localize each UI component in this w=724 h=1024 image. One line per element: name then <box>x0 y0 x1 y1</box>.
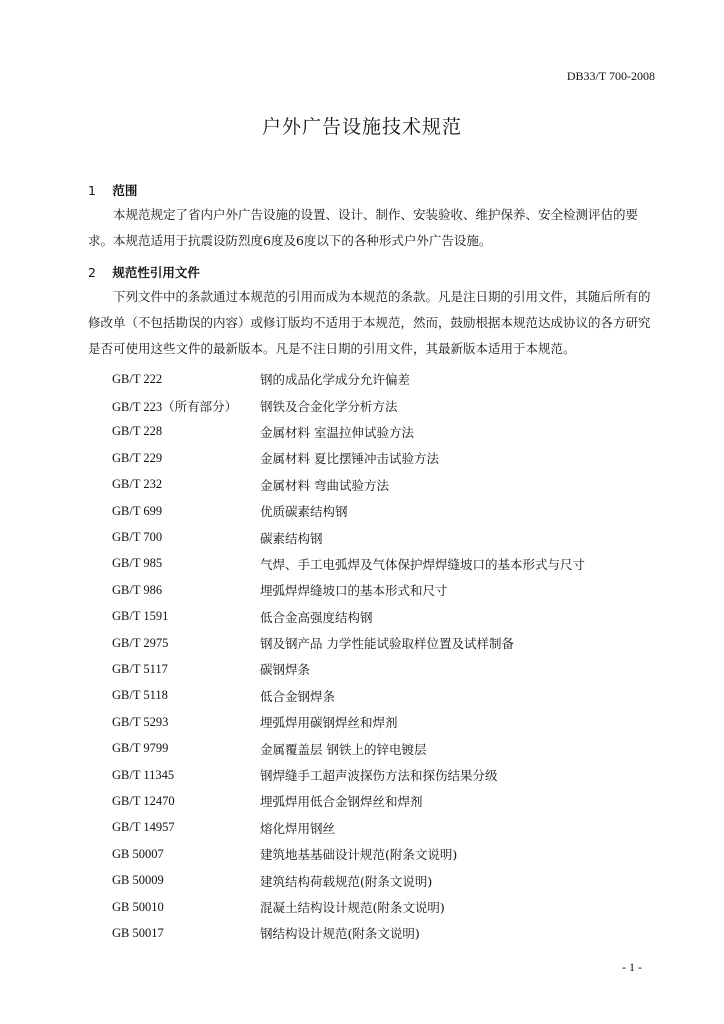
reference-title: 低合金钢焊条 <box>260 688 336 704</box>
reference-code: GB/T 985 <box>112 556 163 571</box>
reference-item <box>112 366 672 392</box>
reference-title: 优质碳素结构钢 <box>260 504 348 520</box>
reference-item <box>112 419 672 445</box>
reference-title: 金属材料 室温拉伸试验方法 <box>260 424 414 440</box>
reference-title: 熔化焊用钢丝 <box>260 820 336 836</box>
reference-code: GB/T 699 <box>112 503 163 518</box>
reference-code: GB/T 11345 <box>112 767 175 782</box>
reference-code: GB/T 5118 <box>112 688 168 703</box>
reference-title: 埋弧焊用碳钢焊丝和焊剂 <box>260 715 398 731</box>
reference-item <box>112 630 672 656</box>
section-1-paragraph-1: 本规范规定了省内户外广告设施的设置、设计、制作、安装验收、维护保养、安全检测评估的要求。 <box>88 207 639 248</box>
reference-title: 碳钢焊条 <box>260 662 311 678</box>
reference-code: GB/T 14957 <box>112 820 175 835</box>
reference-title: 埋弧焊焊缝坡口的基本形式和尺寸 <box>260 583 448 599</box>
reference-code: GB/T 232 <box>112 477 163 492</box>
document-code: DB33/T 700-2008 <box>566 69 655 83</box>
reference-item <box>112 709 672 735</box>
reference-item <box>112 551 672 577</box>
section-2-title: 规范性引用文件 <box>112 265 200 280</box>
reference-item <box>112 762 672 788</box>
reference-item <box>112 656 672 682</box>
reference-title: 混凝土结构设计规范(附条文说明) <box>260 900 445 915</box>
reference-code: GB/T 2975 <box>112 635 169 650</box>
reference-item <box>112 815 672 841</box>
page-number: - 1 - <box>622 960 642 974</box>
reference-title: 建筑结构荷载规范(附条文说明) <box>260 873 433 889</box>
reference-title: 钢铁及合金化学分析方法 <box>260 398 398 414</box>
reference-title: 钢的成品化学成分允许偏差 <box>260 372 411 388</box>
reference-title: 碳素结构钢 <box>260 530 323 546</box>
reference-title: 气焊、手工电弧焊及气体保护焊焊缝坡口的基本形式与尺寸 <box>260 556 586 572</box>
reference-code: GB/T 5293 <box>112 714 169 729</box>
reference-item <box>112 577 672 603</box>
reference-title: 钢焊缝手工超声波探伤方法和探伤结果分级 <box>260 768 498 784</box>
reference-title: 金属材料 夏比摆锤冲击试验方法 <box>260 451 439 467</box>
reference-item <box>112 841 672 867</box>
reference-title: 低合金高强度结构钢 <box>260 609 373 625</box>
reference-title: 埋弧焊用低合金钢焊丝和焊剂 <box>260 794 423 810</box>
reference-title: 建筑地基基础设计规范(附条文说明) <box>260 847 458 863</box>
reference-item <box>112 498 672 524</box>
page-title: 户外广告设施技术规范 <box>261 116 462 138</box>
reference-code: GB/T 12470 <box>112 793 175 808</box>
reference-title: 钢结构设计规范(附条文说明) <box>260 926 420 942</box>
reference-item <box>112 524 672 550</box>
reference-item <box>112 920 672 946</box>
reference-item <box>112 867 672 893</box>
reference-code: GB 50007 <box>112 846 164 861</box>
reference-item <box>112 735 672 761</box>
reference-code: GB/T 1591 <box>112 609 169 624</box>
reference-code: GB/T 986 <box>112 582 163 597</box>
reference-code: GB/T 222 <box>112 371 163 386</box>
reference-code: GB 50009 <box>112 873 164 888</box>
section-2-number: 2 <box>88 265 96 280</box>
reference-code: GB/T 9799 <box>112 741 169 756</box>
reference-title: 金属材料 弯曲试验方法 <box>260 477 389 493</box>
reference-code: GB 50017 <box>112 925 164 940</box>
section-1-number: 1 <box>88 183 96 198</box>
reference-item <box>112 445 672 471</box>
section-1-heading <box>88 181 137 199</box>
reference-item <box>112 392 672 418</box>
reference-item <box>112 604 672 630</box>
section-1-title: 范围 <box>112 183 138 198</box>
reference-item <box>112 894 672 920</box>
reference-code: GB/T 5117 <box>112 661 168 676</box>
reference-item <box>112 788 672 814</box>
reference-code: GB/T 228 <box>112 424 163 439</box>
section-2-paragraph: 下列文件中的条款通过本规范的引用而成为本规范的条款。凡是注日期的引用文件，其随后所有的修改单（不包括勘误的内容）或修订版均不适用于本规范，然而，鼓励根据本规范达成协议的各方研究是否可使用这些文件的最新版本。凡是不注日期的引用文件，其最新版本适用于本规范。 <box>88 289 651 356</box>
reference-title: 金属覆盖层 钢铁上的锌电镀层 <box>260 741 427 757</box>
reference-list <box>112 366 672 947</box>
reference-title: 钢及钢产品 力学性能试验取样位置及试样制备 <box>260 636 514 652</box>
reference-item <box>112 683 672 709</box>
reference-code: GB/T 700 <box>112 530 163 545</box>
reference-code: GB 50010 <box>112 899 164 914</box>
section-2-heading <box>88 263 200 281</box>
reference-item <box>112 472 672 498</box>
reference-code: GB/T 223（所有部分） <box>112 399 238 414</box>
reference-code: GB/T 229 <box>112 450 163 465</box>
section-1-paragraph-2: 本规范适用于抗震设防烈度6度及6度以下的各种形式户外广告设施。 <box>113 233 492 248</box>
